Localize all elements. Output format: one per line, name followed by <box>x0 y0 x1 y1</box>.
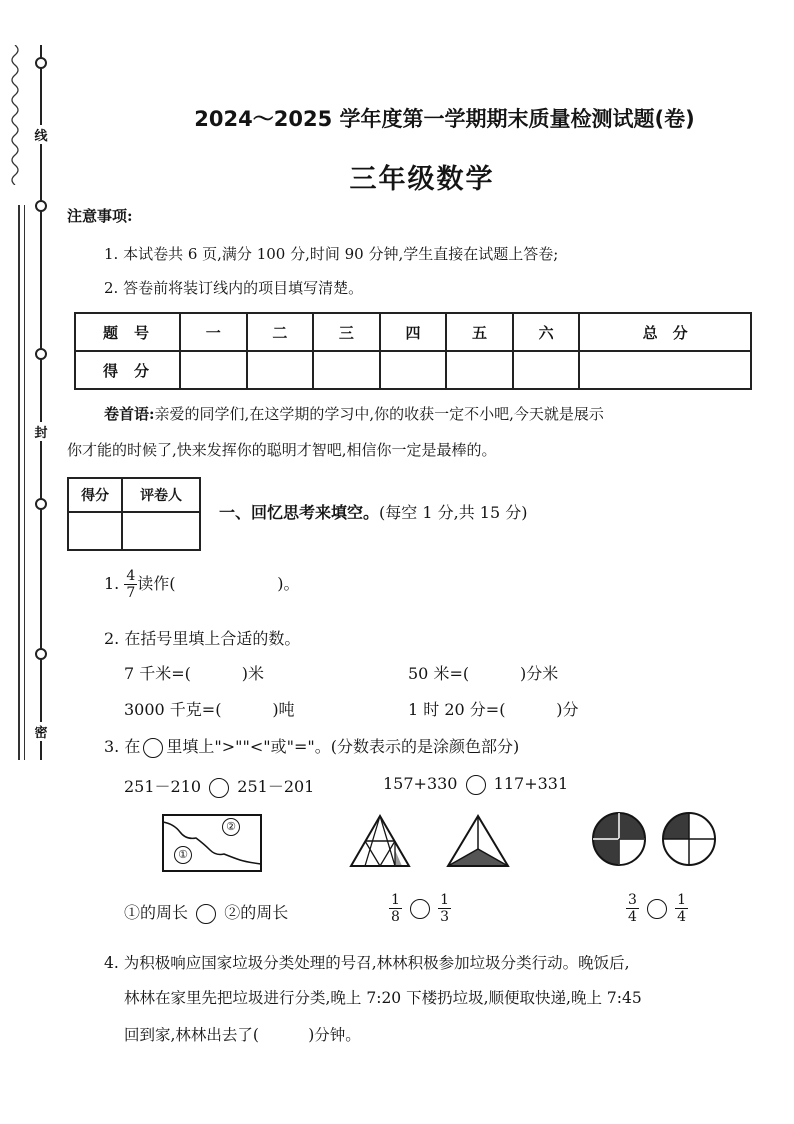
q3-right-b: 117+331 <box>493 774 569 793</box>
score-cell[interactable] <box>180 351 247 389</box>
q4-line3[interactable]: 回到家,林林出去了( )分钟。 <box>124 1026 361 1044</box>
q3-answer-circle[interactable] <box>466 775 486 795</box>
binding-hole <box>35 348 47 360</box>
q1-denominator: 7 <box>126 585 136 601</box>
score-table-col: 总 分 <box>579 313 751 351</box>
q1-fraction <box>124 568 137 601</box>
fraction-denominator: 3 <box>440 909 450 925</box>
fraction-numerator: 3 <box>628 892 637 908</box>
split-rectangle-figure <box>162 814 262 872</box>
split-rectangle-svg <box>162 814 262 872</box>
grader-table <box>67 477 201 551</box>
section1-title <box>219 500 527 523</box>
score-table-col: 二 <box>247 313 314 351</box>
grader-score-label: 得分 <box>68 478 122 512</box>
q2-prompt: 2. 在括号里填上合适的数。 <box>104 629 301 648</box>
question-1 <box>104 568 300 601</box>
greeting-label: 卷首语: <box>104 405 155 423</box>
score-table-col: 六 <box>513 313 580 351</box>
fraction-left-a <box>389 892 402 925</box>
score-table-score-label: 得分 <box>75 351 180 389</box>
fraction-denominator: 8 <box>391 909 400 925</box>
greeting-line2: 你才能的时候了,快来发挥你的聪明才智吧,相信你一定是最棒的。 <box>67 441 497 459</box>
q3-prompt-pre: 3. 在 <box>104 737 141 756</box>
binding-hole <box>35 200 47 212</box>
q2-blank-a[interactable]: 7 千米=( )米 <box>124 664 265 683</box>
fraction-right-b <box>675 892 688 925</box>
q2-blank-d[interactable]: 1 时 20 分=( )分 <box>408 700 579 719</box>
binding-hole <box>35 498 47 510</box>
score-cell[interactable] <box>513 351 580 389</box>
perimeter-a: ①的周长 <box>124 903 189 922</box>
score-table <box>74 312 752 390</box>
section1-title-text: 一、回忆思考来填空。 <box>219 503 380 522</box>
fraction-denominator: 4 <box>628 909 637 925</box>
fraction-compare-left <box>389 892 451 925</box>
q3-prompt-post: 里填上">""<"或"="。(分数表示的是涂颜色部分) <box>166 737 520 756</box>
q3-compare-left <box>124 774 314 798</box>
score-cell[interactable] <box>313 351 380 389</box>
q3-left-b: 251－201 <box>237 777 315 796</box>
region-label-2: ② <box>222 818 240 836</box>
binding-char-feng: 封 <box>31 422 51 441</box>
score-table-col: 一 <box>180 313 247 351</box>
q3-compare-right <box>383 774 568 795</box>
score-table-header-label: 题号 <box>75 313 180 351</box>
circle-three-quarters-figure <box>591 811 647 867</box>
q3-left-a: 251－210 <box>124 777 202 796</box>
q1-text: 读作( )。 <box>137 574 300 593</box>
grader-name-cell[interactable] <box>122 512 200 550</box>
triangle-thirds-figure <box>446 814 510 868</box>
fraction-numerator: 1 <box>677 892 687 908</box>
greeting-text: 亲爱的同学们,在这学期的学习中,你的收获一定不小吧,今天就是展示 <box>154 405 604 423</box>
score-cell[interactable] <box>380 351 447 389</box>
perimeter-answer-circle[interactable] <box>196 904 216 924</box>
fraction-right-a <box>626 892 639 925</box>
score-cell[interactable] <box>247 351 314 389</box>
exam-title: 2024～2025 学年度第一学期期末质量检测试题(卷) <box>194 107 695 131</box>
binding-hole <box>35 57 47 69</box>
grader-score-cell[interactable] <box>68 512 122 550</box>
q3-prompt <box>104 734 519 758</box>
q3-answer-circle[interactable] <box>209 778 229 798</box>
binding-char-mi: 密 <box>31 722 51 741</box>
fraction-left-b <box>438 892 451 925</box>
section1-scoring: (每空 1 分,共 15 分) <box>379 503 528 522</box>
compare-circle-icon <box>143 738 163 758</box>
score-cell[interactable] <box>579 351 751 389</box>
fraction-numerator: 1 <box>440 892 450 908</box>
q3-right-a: 157+330 <box>383 774 458 793</box>
notes-heading: 注意事项: <box>67 207 133 225</box>
note-item: 1. 本试卷共 6 页,满分 100 分,时间 90 分钟,学生直接在试题上答卷; <box>104 245 559 263</box>
fraction-answer-circle[interactable] <box>410 899 430 919</box>
fraction-numerator: 1 <box>391 892 400 908</box>
score-table-col: 五 <box>446 313 513 351</box>
binding-char-xian: 线 <box>31 125 51 144</box>
binding-hole <box>35 648 47 660</box>
q1-number: 1. <box>104 574 120 593</box>
note-item: 2. 答卷前将装订线内的项目填写清楚。 <box>104 279 364 297</box>
circle-one-quarter-figure <box>661 811 717 867</box>
q1-numerator: 4 <box>126 568 136 584</box>
q4-line1: 4. 为积极响应国家垃圾分类处理的号召,林林积极参加垃圾分类行动。晚饭后, <box>104 954 630 972</box>
region-label-1: ① <box>174 846 192 864</box>
score-cell[interactable] <box>446 351 513 389</box>
score-table-col: 四 <box>380 313 447 351</box>
exam-subtitle: 三年级数学 <box>349 164 495 195</box>
grader-name-label: 评卷人 <box>122 478 200 512</box>
perimeter-compare <box>124 900 288 924</box>
q2-blank-c[interactable]: 3000 千克=( )吨 <box>124 700 295 719</box>
perimeter-b: ②的周长 <box>224 903 289 922</box>
score-table-col: 三 <box>313 313 380 351</box>
q4-line2: 林林在家里先把垃圾进行分类,晚上 7:20 下楼扔垃圾,顺便取快递,晚上 7:45 <box>124 989 642 1007</box>
triangle-eighths-figure <box>349 814 411 868</box>
fraction-answer-circle[interactable] <box>647 899 667 919</box>
fraction-denominator: 4 <box>677 909 687 925</box>
q2-blank-b[interactable]: 50 米=( )分米 <box>408 664 559 683</box>
binding-margin-bar <box>18 205 25 760</box>
fraction-compare-right <box>626 892 688 925</box>
greeting-line1 <box>104 403 604 424</box>
